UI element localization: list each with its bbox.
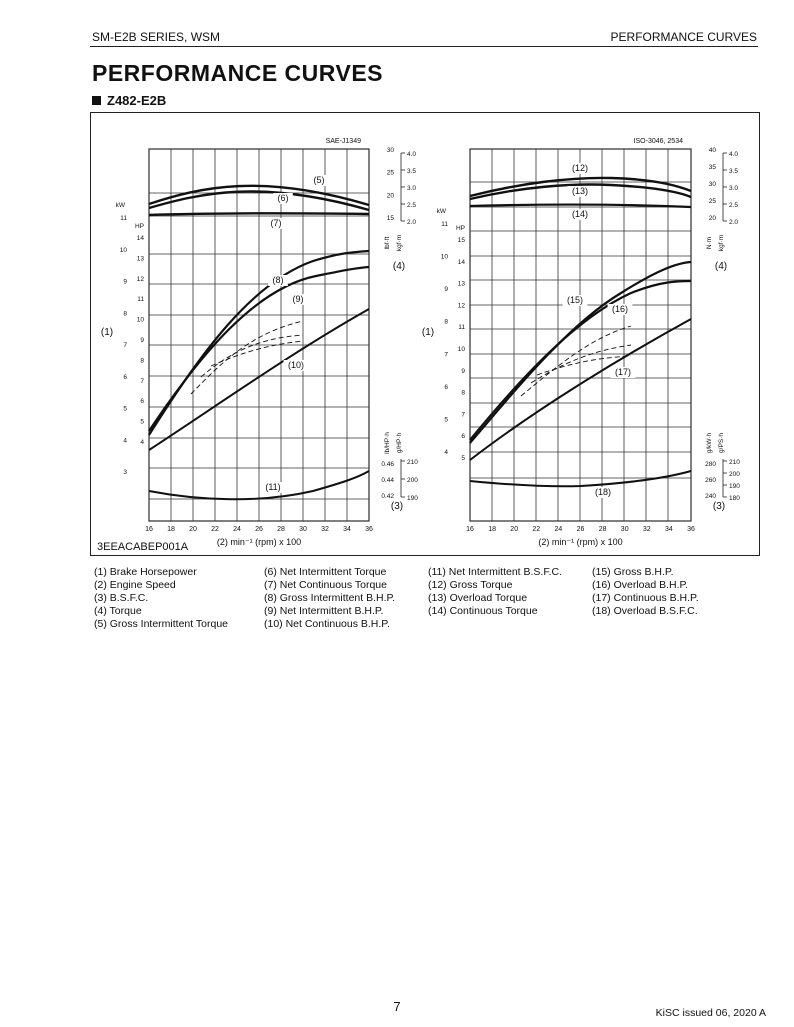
legend-column-2	[264, 566, 395, 631]
torque-tick-label: 20	[708, 215, 716, 222]
bsfc-tick-label: 0.42	[381, 493, 394, 500]
x-tick-label: 34	[665, 526, 673, 533]
torque-tick-label: 30	[708, 181, 716, 188]
kw-tick-label: 3	[123, 469, 127, 476]
torque-tick-label: 3.0	[729, 185, 739, 192]
torque-tick-label: 2.0	[407, 219, 417, 226]
standard-label: SAE-J1349	[325, 138, 361, 145]
kw-unit: kW	[115, 202, 125, 209]
hp-tick-label: 5	[461, 455, 465, 462]
x-tick-label: 18	[488, 526, 496, 533]
x-tick-label: 16	[466, 526, 474, 533]
hp-tick-label: 4	[140, 439, 144, 446]
chart-panel	[470, 149, 727, 521]
torque-tick-label: 2.5	[729, 202, 739, 209]
curve-label: (10)	[287, 360, 305, 370]
curve-label: (16)	[611, 304, 629, 314]
kw-tick-label: 6	[123, 373, 127, 381]
bsfc-unit: g/PS·h	[718, 433, 725, 453]
x-axis-label: (2) min⁻¹ (rpm) x 100	[216, 537, 302, 547]
torque-tick-label: 2.0	[729, 219, 739, 226]
x-tick-label: 26	[255, 526, 263, 533]
torque-unit: N·m	[706, 236, 713, 250]
kw-tick-label: 9	[444, 286, 448, 294]
y-axis-label-torque: (4)	[714, 261, 728, 272]
engine-model	[92, 93, 166, 108]
x-tick-label: 36	[687, 526, 695, 533]
hp-tick-label: 8	[140, 357, 144, 365]
curve-label: (9)	[292, 294, 304, 304]
hp-tick-label: 7	[140, 377, 144, 385]
performance-curve	[470, 319, 691, 460]
bsfc-unit: g/kW·h	[706, 432, 713, 454]
hp-tick-label: 11	[458, 324, 465, 332]
bsfc-unit: lb/HP·h	[384, 432, 391, 454]
hp-unit: HP	[134, 223, 144, 230]
legend-item: (6) Net Intermittent Torque	[264, 566, 387, 578]
x-tick-label: 22	[211, 526, 219, 533]
torque-tick-label: 4.0	[729, 151, 739, 158]
torque-tick-label: 40	[708, 147, 716, 154]
kw-tick-label: 11	[120, 215, 127, 222]
hp-tick-label: 14	[136, 235, 144, 242]
kw-tick-label: 8	[123, 310, 127, 318]
bsfc-tick-label: 210	[729, 459, 740, 466]
bsfc-tick-label: 190	[729, 483, 740, 490]
hp-unit: HP	[455, 225, 465, 232]
legend-item: (17) Continuous B.H.P.	[592, 592, 699, 604]
y-axis-label-brake-hp: (1)	[421, 327, 435, 338]
torque-tick-label: 2.5	[407, 202, 417, 209]
x-tick-label: 24	[233, 526, 241, 533]
legend-item: (10) Net Continuous B.H.P.	[264, 618, 390, 630]
header-section: PERFORMANCE CURVES	[610, 30, 757, 44]
legend-item: (3) B.S.F.C.	[94, 592, 149, 604]
curve-label: (12)	[571, 163, 589, 173]
kw-tick-label: 4	[444, 449, 448, 456]
performance-curves-diagram	[91, 113, 759, 555]
kw-tick-label: 6	[444, 383, 448, 391]
chart-panel	[149, 149, 405, 521]
kw-tick-label: 8	[444, 318, 448, 326]
hp-tick-label: 12	[457, 302, 465, 310]
engine-model-label: Z482-E2B	[107, 93, 167, 108]
page-number: 7	[393, 999, 401, 1014]
issue-note: KiSC issued 06, 2020 A	[655, 1007, 766, 1019]
legend-item: (15) Gross B.H.P.	[592, 566, 674, 578]
hp-tick-label: 10	[457, 346, 465, 353]
legend-column-4	[592, 566, 699, 618]
kw-tick-label: 7	[444, 351, 448, 359]
hp-tick-label: 14	[457, 258, 465, 266]
x-tick-label: 30	[620, 526, 629, 533]
bsfc-tick-label: 260	[705, 477, 716, 484]
legend-item: (11) Net Intermittent B.S.F.C.	[428, 566, 563, 578]
curve-label: (18)	[594, 487, 612, 497]
header-rule	[90, 46, 758, 47]
x-tick-label: 26	[576, 526, 585, 533]
x-tick-label: 28	[277, 526, 285, 533]
x-tick-label: 34	[343, 526, 351, 533]
curve-label: (7)	[270, 218, 282, 228]
x-tick-label: 32	[642, 526, 651, 533]
hp-tick-label: 13	[136, 255, 144, 263]
curve-label: (5)	[313, 175, 325, 185]
x-tick-label: 32	[321, 526, 329, 533]
bsfc-tick-label: 180	[729, 495, 740, 502]
hp-tick-label: 8	[461, 389, 465, 397]
torque-tick-label: 35	[708, 164, 716, 171]
kw-tick-label: 4	[123, 437, 127, 445]
curve-label: (11)	[265, 482, 281, 492]
torque-tick-label: 3.0	[407, 185, 417, 192]
torque-unit: kgf·m	[718, 234, 725, 252]
torque-tick-label: 25	[708, 198, 716, 205]
curve-label: (13)	[571, 186, 589, 196]
x-tick-label: 36	[365, 526, 373, 533]
page-title: PERFORMANCE CURVES	[92, 60, 383, 86]
kw-tick-label: 10	[440, 253, 448, 261]
bsfc-tick-label: 190	[407, 495, 418, 502]
performance-curve	[470, 471, 691, 486]
torque-tick-label: 3.5	[407, 168, 417, 175]
kw-tick-label: 5	[123, 405, 127, 413]
kw-unit: kW	[436, 208, 446, 215]
y-axis-label-bsfc: (3)	[712, 501, 726, 512]
legend-item: (4) Torque	[94, 605, 142, 617]
bsfc-unit: g/HP·h	[396, 432, 403, 454]
torque-tick-label: 4.0	[407, 151, 417, 158]
x-tick-label: 20	[510, 526, 519, 533]
curve-label: (17)	[614, 367, 632, 377]
torque-tick-label: 25	[386, 169, 394, 177]
x-tick-label: 16	[145, 526, 153, 533]
kw-tick-label: 10	[119, 246, 127, 254]
kw-tick-label: 7	[123, 342, 127, 349]
legend-item: (18) Overload B.S.F.C.	[592, 605, 698, 617]
bsfc-tick-label: 280	[705, 461, 716, 468]
torque-tick-label: 20	[386, 192, 394, 200]
hp-tick-label: 12	[136, 275, 144, 283]
torque-unit: lbf·ft	[384, 236, 391, 250]
hp-tick-label: 6	[140, 398, 144, 406]
y-axis-label-brake-hp: (1)	[100, 327, 114, 338]
legend-item: (5) Gross Intermittent Torque	[94, 618, 229, 630]
performance-figure	[90, 112, 760, 556]
hp-tick-label: 15	[457, 237, 465, 244]
header-series: SM-E2B SERIES, WSM	[92, 30, 221, 44]
performance-curve-dashed	[191, 321, 303, 394]
torque-tick-label: 30	[386, 147, 394, 154]
curve-label: (6)	[277, 193, 289, 203]
hp-tick-label: 10	[136, 316, 144, 324]
torque-tick-label: 15	[386, 215, 394, 222]
performance-curve	[470, 262, 691, 443]
legend-item: (16) Overload B.H.P.	[592, 579, 689, 591]
y-axis-label-bsfc: (3)	[390, 501, 404, 512]
legend-column-3	[428, 566, 562, 618]
legend-item: (2) Engine Speed	[94, 579, 176, 591]
bsfc-tick-label: 240	[705, 493, 716, 500]
x-tick-label: 20	[189, 526, 197, 533]
x-tick-label: 28	[598, 526, 607, 533]
x-tick-label: 22	[532, 526, 541, 533]
torque-unit: kgf·m	[396, 234, 403, 252]
legend-item: (14) Continuous Torque	[428, 605, 538, 617]
hp-tick-label: 5	[140, 418, 144, 426]
legend-column-1	[94, 566, 228, 631]
curve-label: (8)	[272, 275, 284, 285]
kw-tick-label: 5	[444, 416, 448, 424]
x-axis-label: (2) min⁻¹ (rpm) x 100	[538, 537, 623, 547]
bsfc-tick-label: 200	[407, 477, 418, 484]
legend-item: (13) Overload Torque	[428, 592, 528, 604]
hp-tick-label: 6	[461, 433, 465, 441]
x-tick-label: 18	[167, 526, 175, 533]
legend-item: (12) Gross Torque	[428, 579, 513, 591]
curve-label: (15)	[566, 295, 584, 305]
legend-item: (7) Net Continuous Torque	[264, 579, 387, 591]
curve-label: (14)	[571, 209, 589, 219]
hp-tick-label: 7	[461, 411, 465, 419]
y-axis-label-torque: (4)	[392, 261, 406, 272]
x-tick-label: 30	[299, 526, 307, 533]
bsfc-tick-label: 0.44	[381, 477, 394, 484]
legend-item: (9) Net Intermittent B.H.P.	[264, 605, 384, 617]
legend-item: (1) Brake Horsepower	[94, 566, 197, 578]
bullet-square-icon	[92, 96, 101, 105]
hp-tick-label: 9	[140, 337, 144, 344]
hp-tick-label: 11	[137, 296, 144, 304]
page-header	[92, 30, 757, 46]
standard-label: ISO-3046, 2534	[633, 138, 683, 145]
bsfc-tick-label: 200	[729, 471, 740, 478]
x-tick-label: 24	[554, 526, 563, 533]
torque-tick-label: 3.5	[729, 168, 739, 175]
kw-tick-label: 9	[123, 278, 127, 286]
kw-tick-label: 11	[441, 221, 448, 228]
figure-code: 3EEACABEP001A	[97, 541, 189, 553]
bsfc-tick-label: 210	[407, 459, 418, 466]
bsfc-tick-label: 0.46	[381, 461, 394, 468]
hp-tick-label: 9	[461, 367, 465, 375]
hp-tick-label: 13	[457, 280, 465, 288]
legend-item: (8) Gross Intermittent B.H.P.	[264, 592, 396, 604]
